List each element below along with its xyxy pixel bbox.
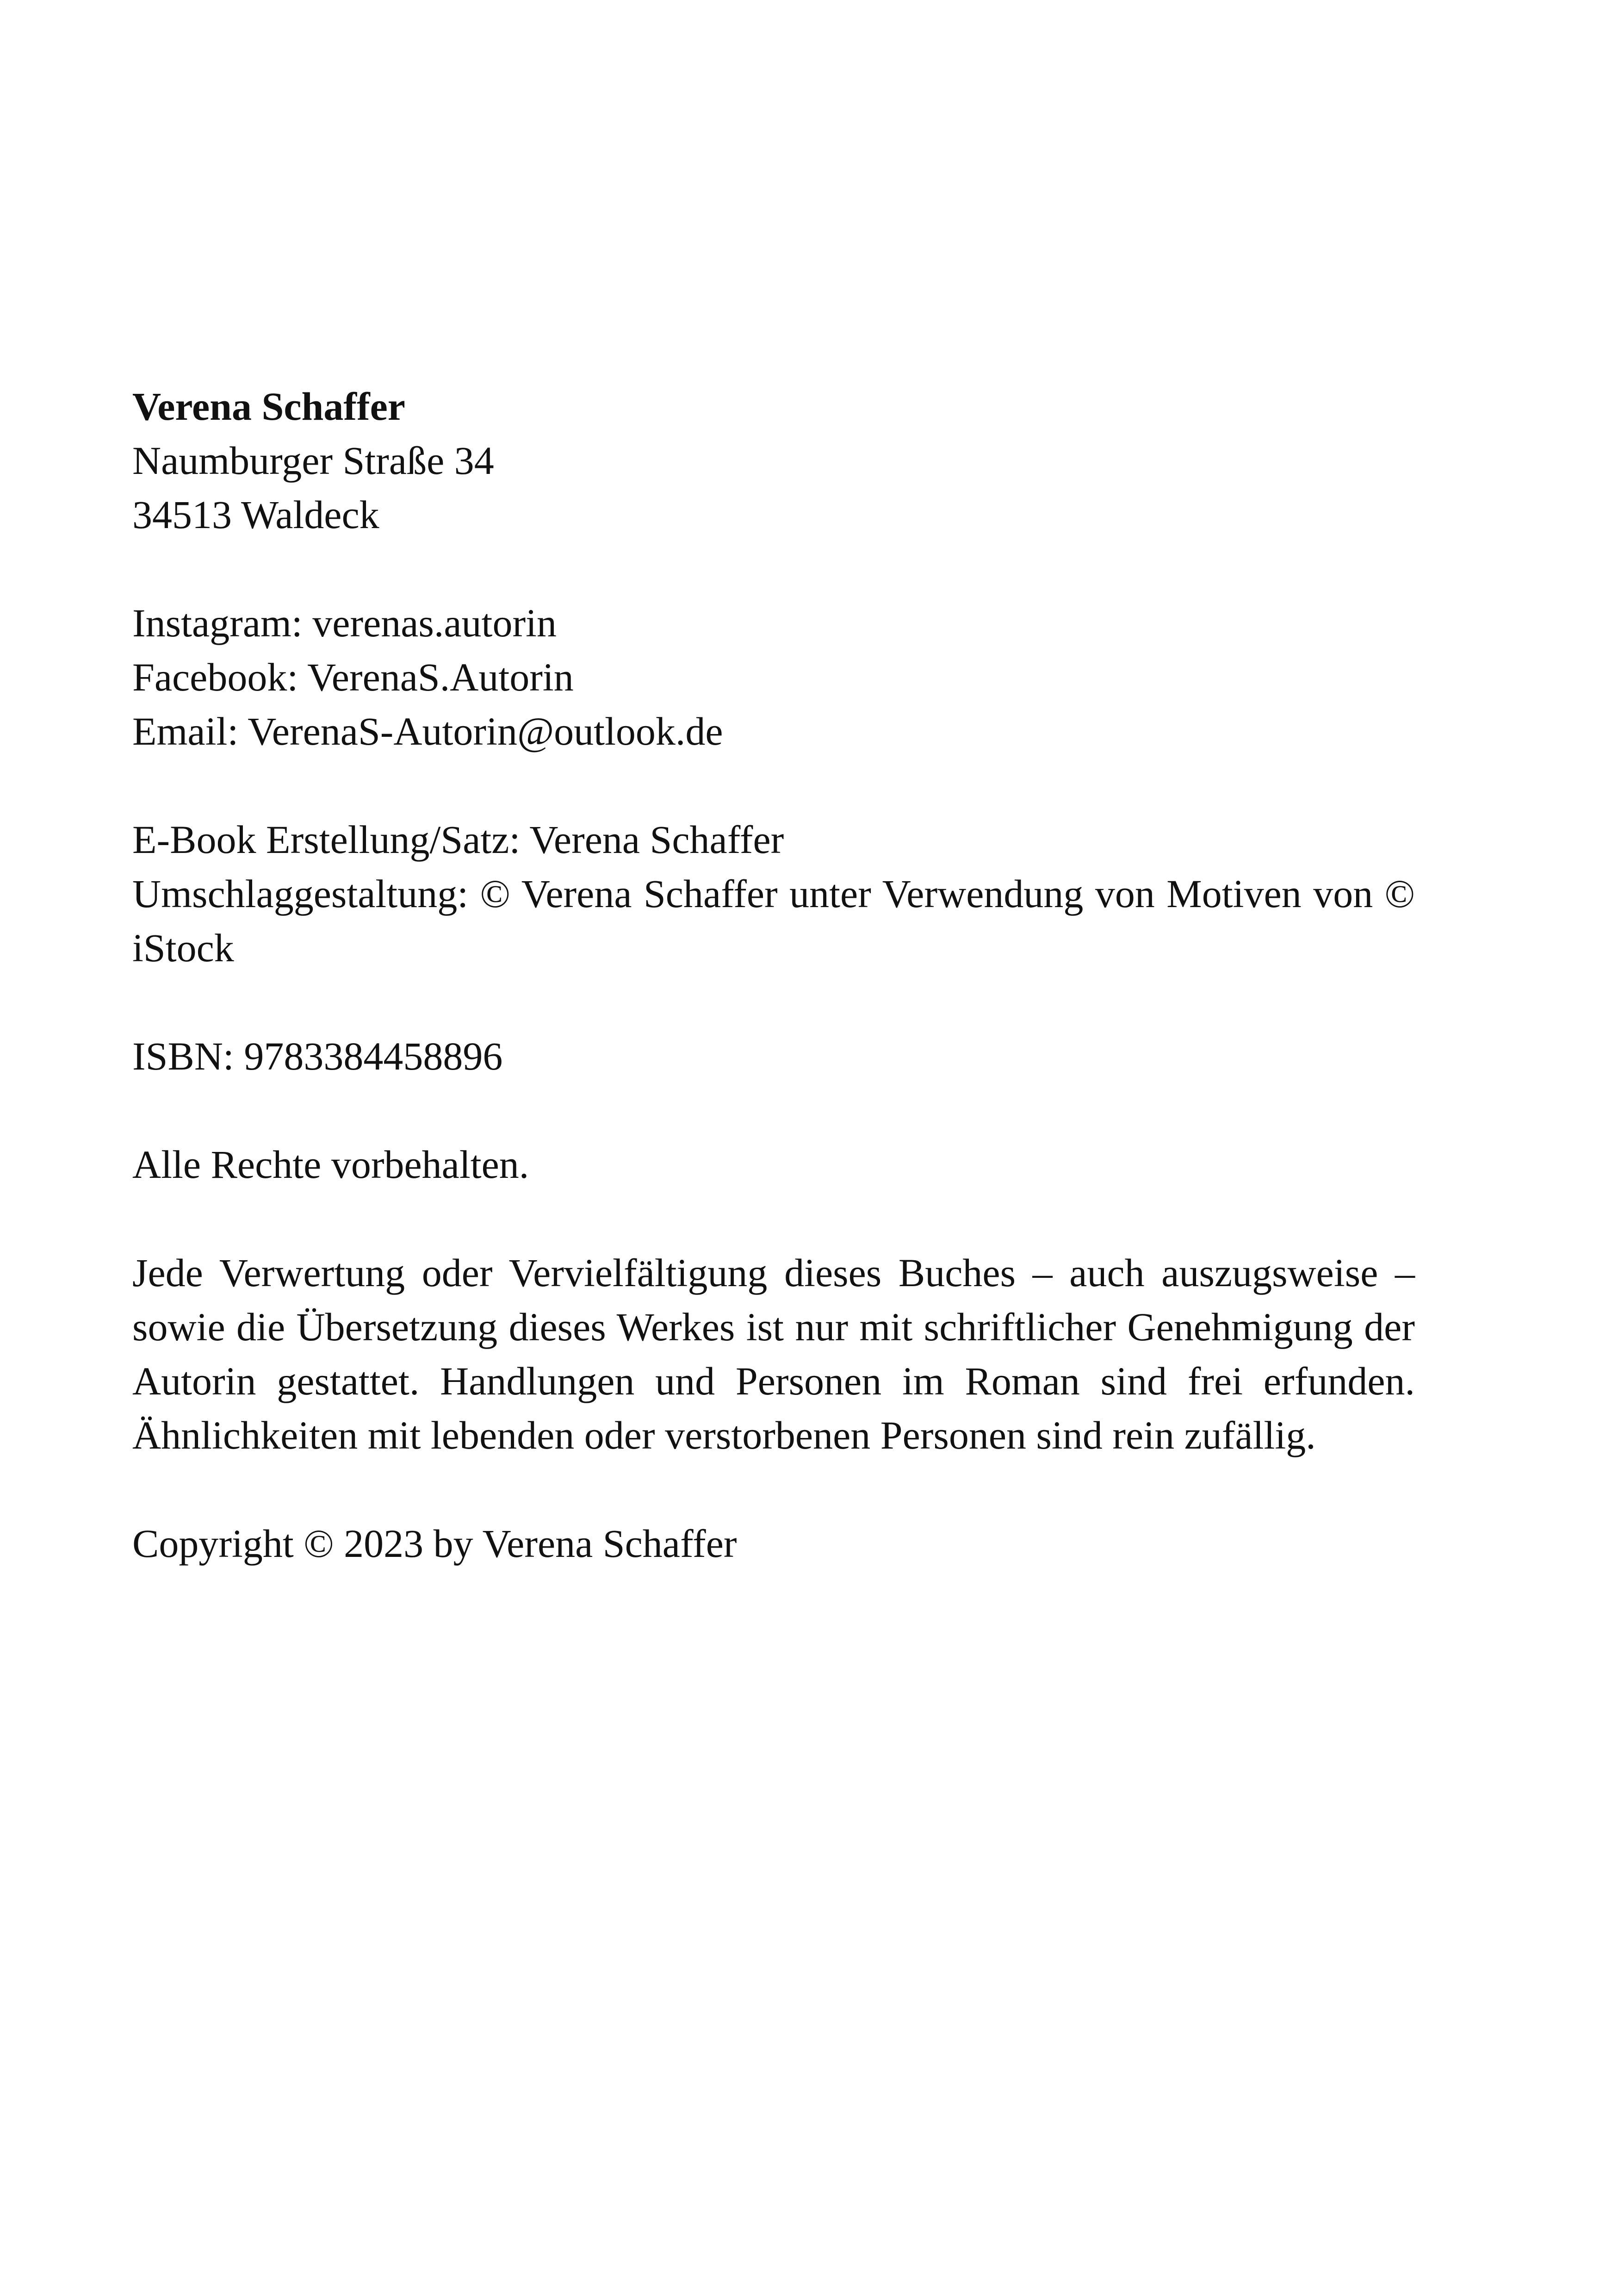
address-block [132,380,1415,542]
instagram-line: Instagram: verenas.autorin [132,601,557,645]
email-line: Email: VerenaS-Autorin@outlook.de [132,709,723,753]
spacer [132,759,1415,813]
credits-block [132,813,1415,975]
spacer [132,542,1415,596]
facebook-line: Facebook: VerenaS.Autorin [132,655,574,699]
isbn-line: ISBN: 9783384458896 [132,1034,503,1078]
spacer [132,1462,1415,1517]
author-name: Verena Schaffer [132,384,405,429]
author-street: Naumburger Straße 34 [132,438,494,483]
spacer [132,975,1415,1029]
spacer [132,1192,1415,1246]
copyright-line: Copyright © 2023 by Verena Schaffer [132,1521,737,1566]
author-city: 34513 Waldeck [132,492,379,537]
imprint-content [132,380,1415,1571]
spacer [132,1083,1415,1138]
contact-block [132,596,1415,759]
ebook-credit: E-Book Erstellung/Satz: Verena Schaffer [132,817,784,862]
cover-credit: Umschlaggestaltung: © Verena Schaffer unter Verwendung von Motiven von © iStock [132,871,1415,970]
rights-line: Alle Rechte vorbehalten. [132,1142,529,1187]
legal-paragraph: Jede Verwertung oder Vervielfältigung dieses Buches – auch auszugsweise – sowie die Übersetzung dieses Werkes ist nur mit schriftlicher Genehmigung der Autorin gestattet. Handlungen und Personen im Roman sind frei erfunden. Ähnlichkeiten mit lebenden oder verstorbenen Personen sind rein zufällig. [132,1251,1415,1457]
